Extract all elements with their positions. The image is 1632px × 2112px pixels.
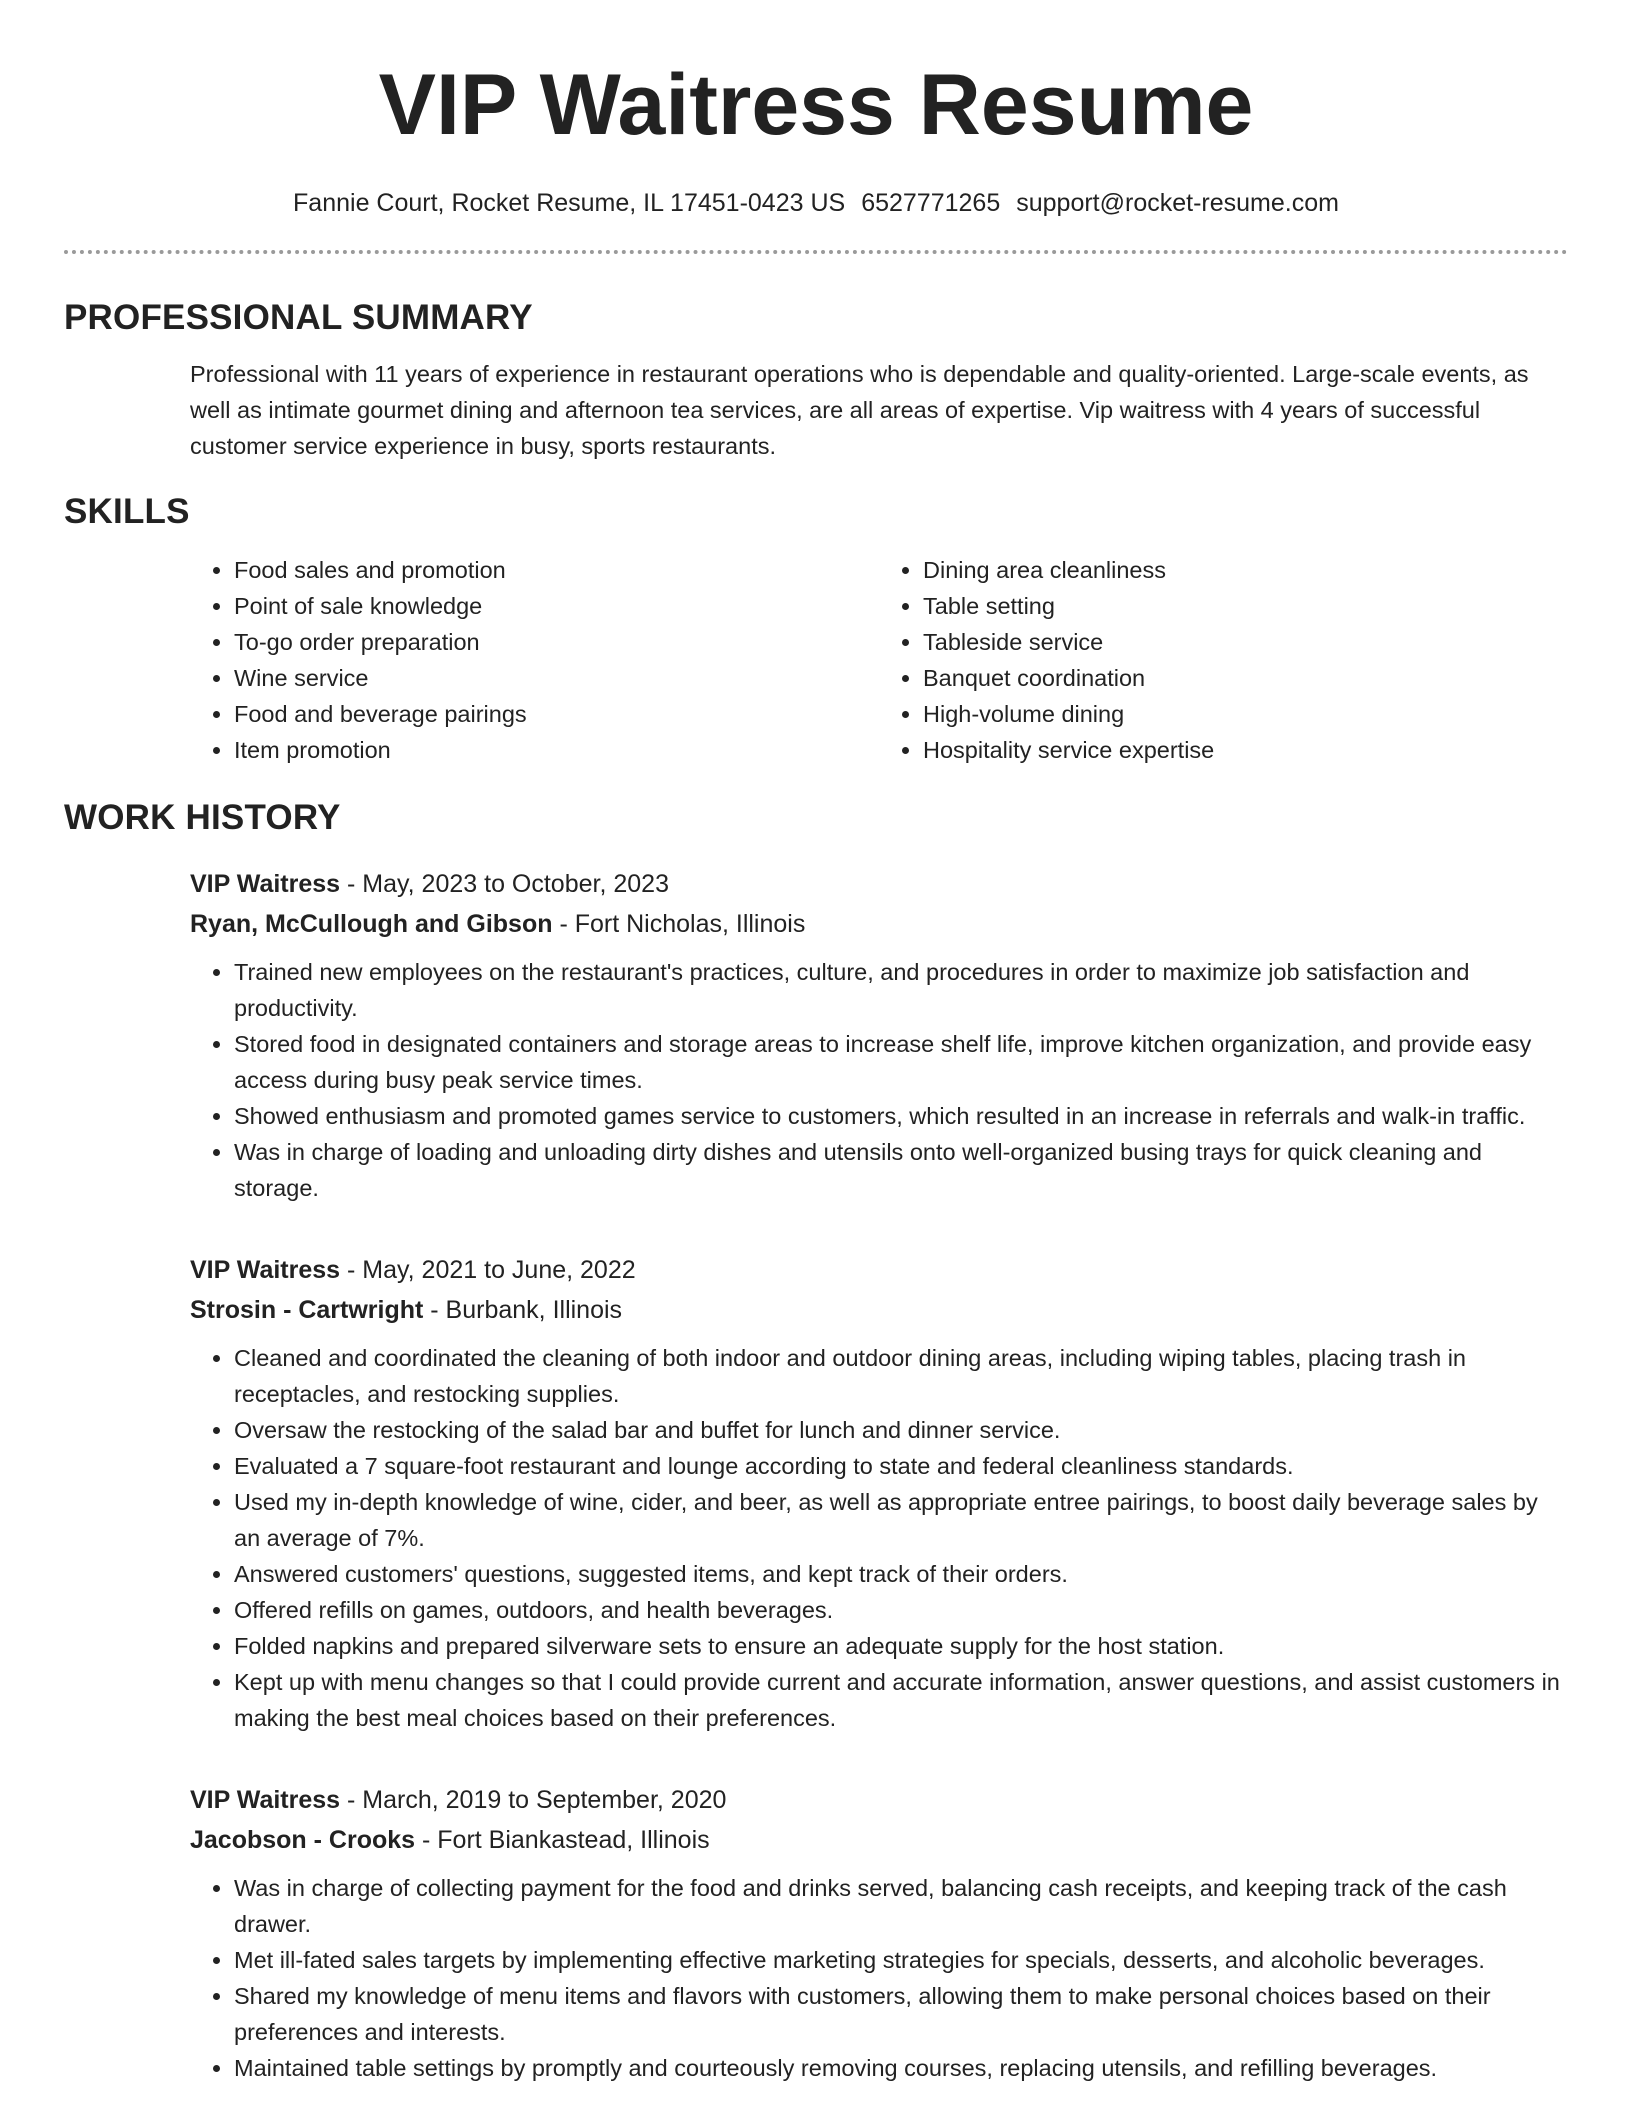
- contact-info: [64, 186, 1568, 220]
- skill-item: • Table setting: [923, 588, 1568, 624]
- skill-item: • Wine service: [234, 660, 879, 696]
- job-bullet: • Showed enthusiasm and promoted games service to customers, which resulted in an increase in referrals and walk-in traffic.: [234, 1098, 1568, 1134]
- job-title: VIP Waitress: [190, 870, 341, 898]
- contact-address: Fannie Court, Rocket Resume, IL 17451-0423 US: [293, 189, 846, 217]
- job-bullet-list: [190, 1340, 1568, 1736]
- skill-item: • Item promotion: [234, 732, 879, 768]
- job-entry: [190, 1780, 1568, 2086]
- skill-item: • Hospitality service expertise: [923, 732, 1568, 768]
- page-title: VIP Waitress Resume: [378, 57, 1254, 153]
- job-bullet: • Answered customers' questions, suggested items, and kept track of their orders.: [234, 1556, 1568, 1592]
- job-bullet: • Oversaw the restocking of the salad bar and buffet for lunch and dinner service.: [234, 1412, 1568, 1448]
- job-bullet: • Evaluated a 7 square-foot restaurant and lounge according to state and federal cleanliness standards.: [234, 1448, 1568, 1484]
- skill-item: • Food and beverage pairings: [234, 696, 879, 732]
- skill-item: • Point of sale knowledge: [234, 588, 879, 624]
- job-bullet: • Shared my knowledge of menu items and flavors with customers, allowing them to make personal choices based on their preferences and interests.: [234, 1978, 1568, 2050]
- skill-item: • High-volume dining: [923, 696, 1568, 732]
- job-title: VIP Waitress: [190, 1256, 341, 1284]
- job-dates: - March, 2019 to September, 2020: [340, 1786, 727, 1814]
- skill-item: • Banquet coordination: [923, 660, 1568, 696]
- job-bullet: • Used my in-depth knowledge of wine, cider, and beer, as well as appropriate entree pairings, to boost daily beverage sales by an average of 7%.: [234, 1484, 1568, 1556]
- job-bullet: • Trained new employees on the restaurant's practices, culture, and procedures in order to maximize job satisfaction and productivity.: [234, 954, 1568, 1026]
- job-title-line: [190, 864, 1568, 904]
- job-company: Jacobson - Crooks: [190, 1826, 416, 1854]
- job-title-line: [190, 1780, 1568, 1820]
- job-title: VIP Waitress: [190, 1786, 341, 1814]
- job-bullet: • Met ill-fated sales targets by implementing effective marketing strategies for specials, desserts, and alcoholic beverages.: [234, 1942, 1568, 1978]
- job-bullet: • Was in charge of loading and unloading dirty dishes and utensils onto well-organized busing trays for quick cleaning and storage.: [234, 1134, 1568, 1206]
- work-history-section: [190, 864, 1568, 2086]
- job-location: - Fort Biankastead, Illinois: [415, 1826, 710, 1854]
- skills-section: [190, 552, 1568, 768]
- job-location: - Fort Nicholas, Illinois: [552, 910, 806, 938]
- job-entry: [190, 864, 1568, 1206]
- skills-grid: [190, 552, 1568, 768]
- job-bullet: • Folded napkins and prepared silverware sets to ensure an adequate supply for the host station.: [234, 1628, 1568, 1664]
- job-bullet-list: [190, 954, 1568, 1206]
- skill-item: • Dining area cleanliness: [923, 552, 1568, 588]
- job-bullet-list: [190, 1870, 1568, 2086]
- job-company-line: [190, 904, 1568, 944]
- summary-section: [190, 356, 1568, 464]
- contact-phone: 6527771265: [861, 189, 1001, 217]
- job-bullet: • Stored food in designated containers and storage areas to increase shelf life, improve kitchen organization, and provide easy access during busy peak service times.: [234, 1026, 1568, 1098]
- contact-email: support@rocket-resume.com: [1016, 189, 1339, 217]
- job-entry: [190, 1250, 1568, 1736]
- skill-item: • Food sales and promotion: [234, 552, 879, 588]
- job-bullet: • Cleaned and coordinated the cleaning of both indoor and outdoor dining areas, including wiping tables, placing trash in receptacles, and restocking supplies.: [234, 1340, 1568, 1412]
- skills-list-right: [879, 552, 1568, 768]
- summary-heading: PROFESSIONAL SUMMARY: [64, 298, 533, 337]
- job-company-line: [190, 1820, 1568, 1860]
- job-bullet: • Was in charge of collecting payment for the food and drinks served, balancing cash receipts, and keeping track of the cash drawer.: [234, 1870, 1568, 1942]
- job-dates: - May, 2023 to October, 2023: [340, 870, 669, 898]
- skill-item: • Tableside service: [923, 624, 1568, 660]
- job-bullet: • Offered refills on games, outdoors, and health beverages.: [234, 1592, 1568, 1628]
- job-company: Ryan, McCullough and Gibson: [190, 910, 553, 938]
- skill-item: • To-go order preparation: [234, 624, 879, 660]
- work-history-heading: WORK HISTORY: [64, 798, 341, 837]
- summary-text: Professional with 11 years of experience in restaurant operations who is dependable and quality-oriented. Large-scale events, as well as intimate gourmet dining and afternoon tea services, are all areas of expertise. Vip waitress with 4 years of successful customer service experience in busy, sports restaurants.: [190, 361, 1529, 459]
- skills-list-left: [190, 552, 879, 768]
- job-company: Strosin - Cartwright: [190, 1296, 424, 1324]
- job-bullet: • Kept up with menu changes so that I could provide current and accurate information, answer questions, and assist customers in making the best meal choices based on their preferences.: [234, 1664, 1568, 1736]
- job-bullet: • Maintained table settings by promptly and courteously removing courses, replacing utensils, and refilling beverages.: [234, 2050, 1568, 2086]
- header-divider: [64, 250, 1568, 254]
- job-company-line: [190, 1290, 1568, 1330]
- job-title-line: [190, 1250, 1568, 1290]
- skills-heading: SKILLS: [64, 492, 190, 531]
- job-dates: - May, 2021 to June, 2022: [340, 1256, 636, 1284]
- job-location: - Burbank, Illinois: [423, 1296, 623, 1324]
